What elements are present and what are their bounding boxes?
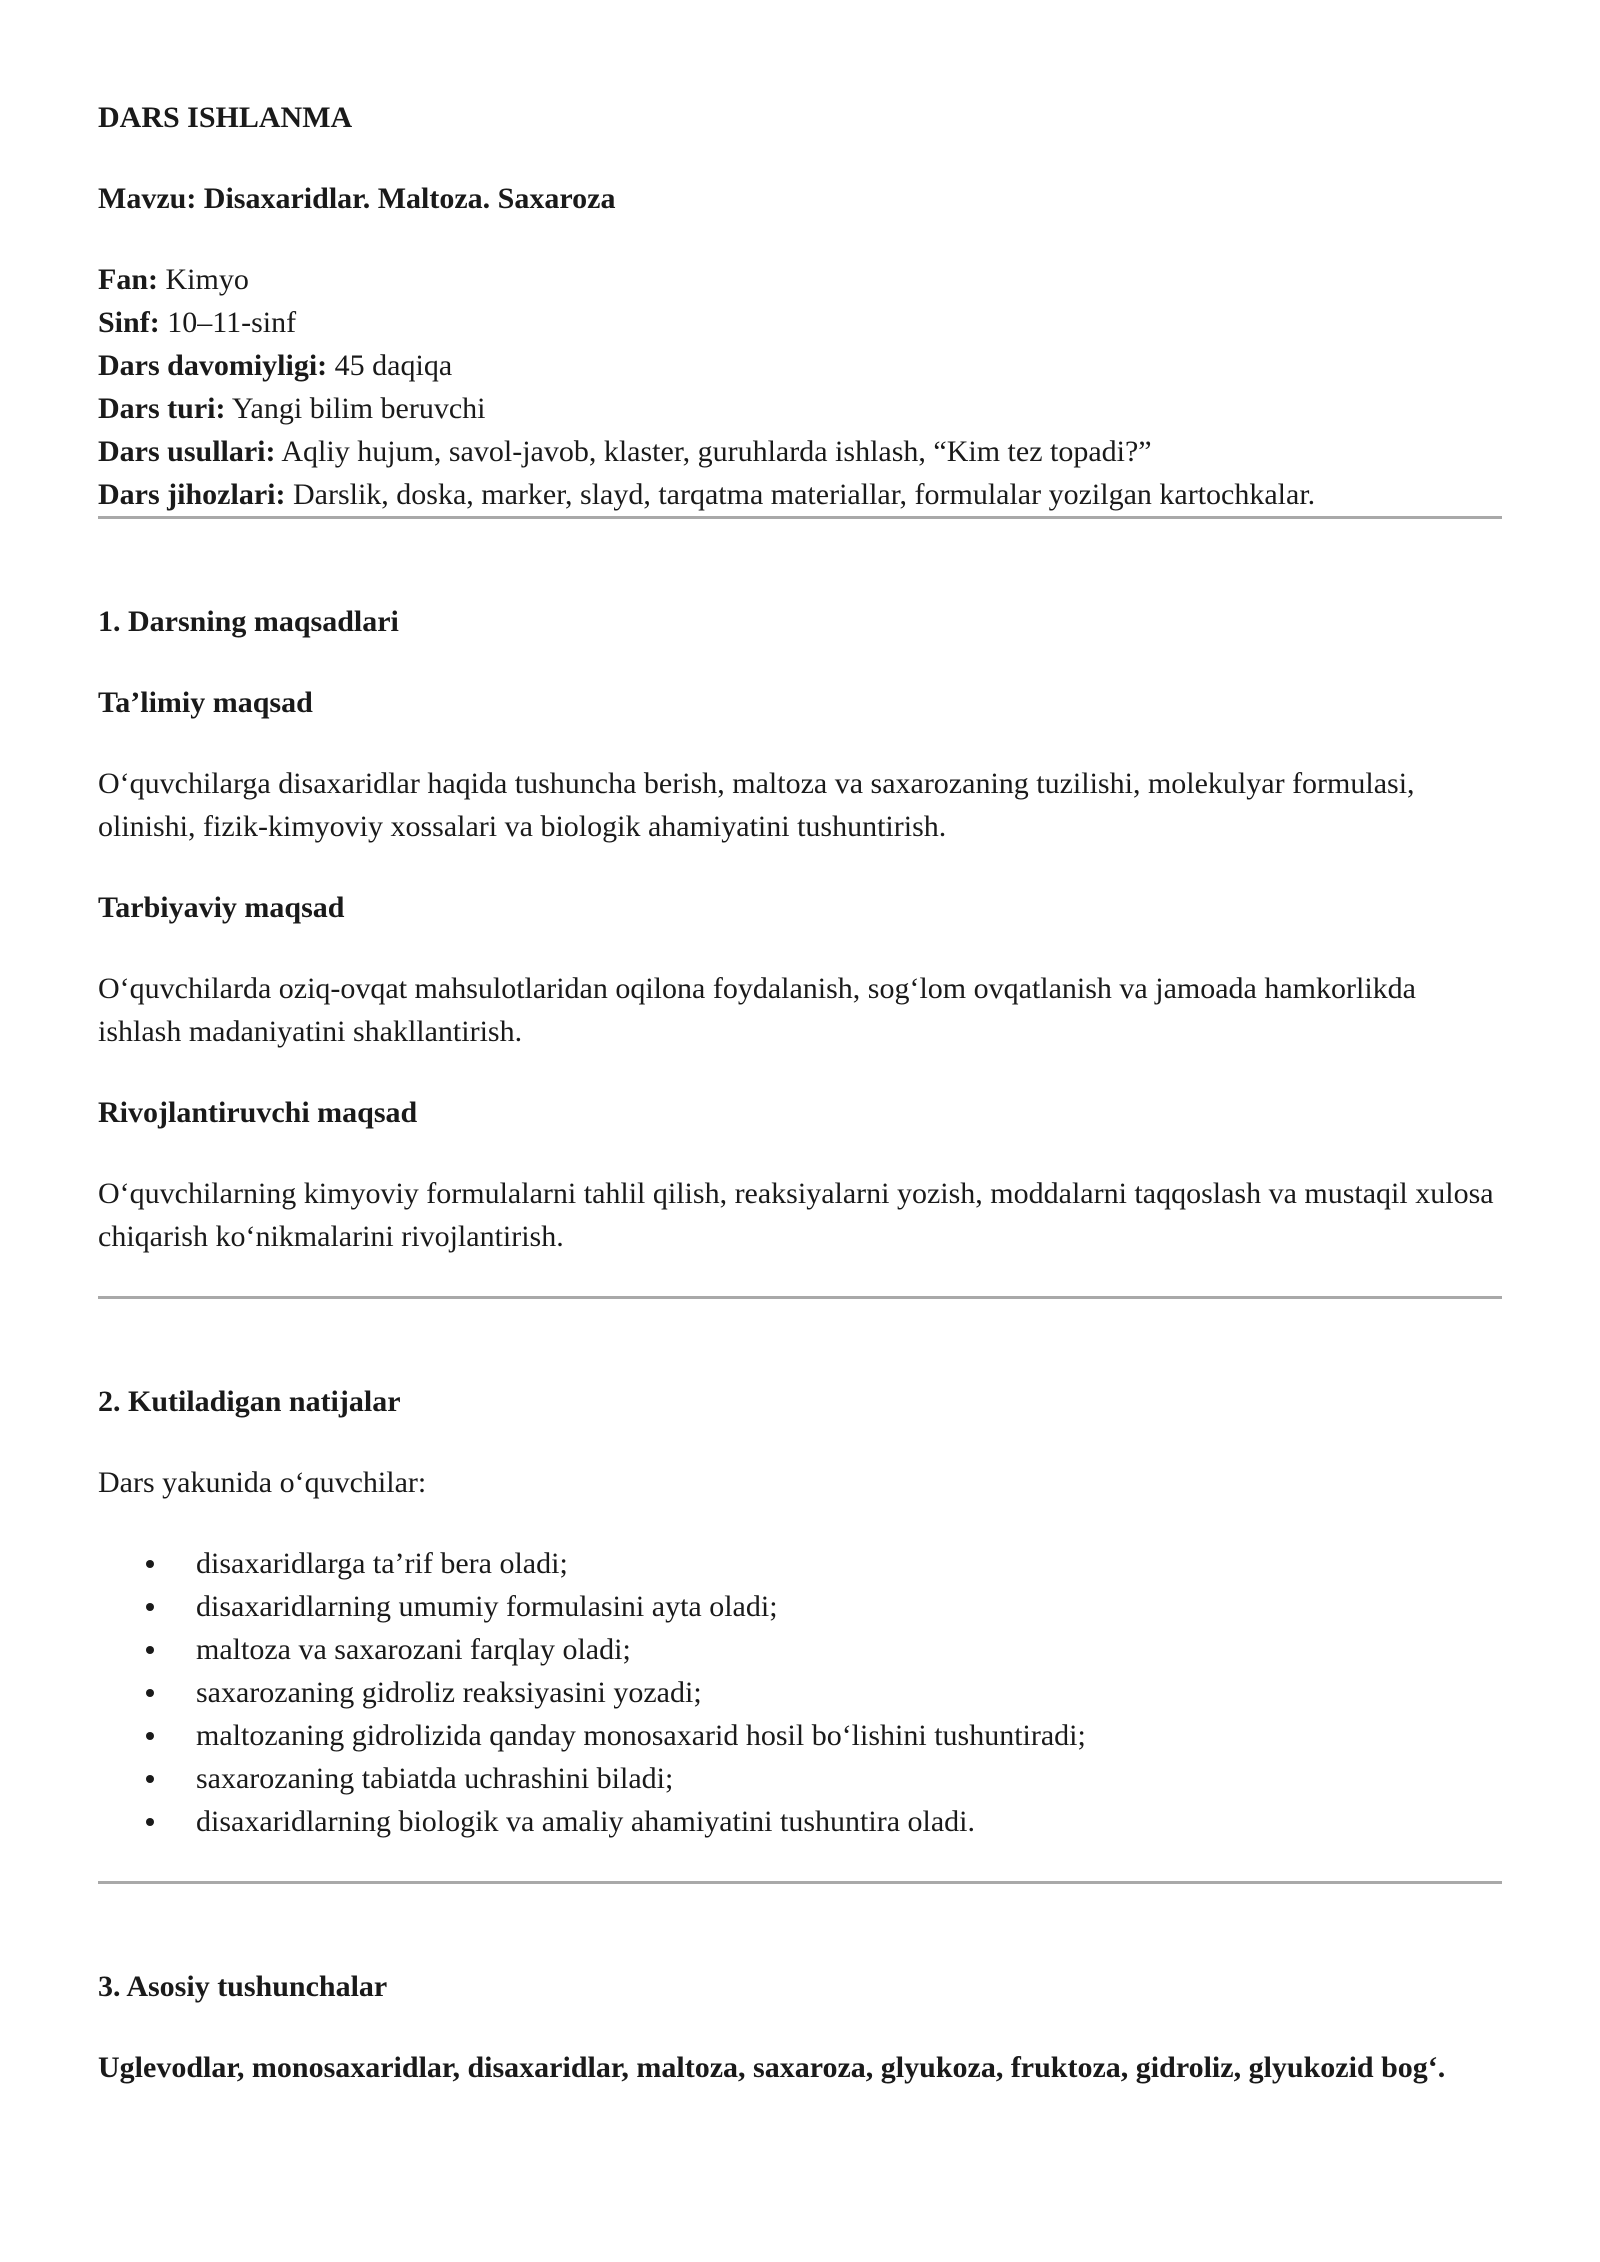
meta-label: Dars usullari: [98,435,276,468]
results-intro: Dars yakunida o‘quvchilar: [98,1466,427,1499]
goal-developmental-title: Rivojlantiruvchi maqsad [98,1096,418,1129]
meta-subject [98,258,1502,301]
list-item: disaxaridlarning biologik va amaliy ahamiyatini tushuntira oladi. [98,1800,1502,1843]
goal-upbringing-title: Tarbiyaviy maqsad [98,891,345,924]
horizontal-divider [98,1881,1502,1884]
meta-value: 45 daqiqa [334,349,453,382]
section-concepts-heading: 3. Asosiy tushunchalar [98,1970,388,2003]
meta-label: Sinf: [98,306,160,339]
meta-value: Kimyo [165,263,249,296]
meta-label: Fan: [98,263,158,296]
goal-developmental-text: O‘quvchilarning kimyoviy formulalarni tahlil qilish, reaksiyalarni yozish, moddalarni taqqoslash va mustaqil xulosa chiqarish ko‘nikmalarini rivojlantirish. [98,1177,1494,1253]
meta-lesson-type [98,387,1502,430]
meta-value: 10–11-sinf [167,306,297,339]
section-results-heading: 2. Kutiladigan natijalar [98,1385,401,1418]
document-title: DARS ISHLANMA [98,101,353,134]
meta-value: Aqliy hujum, savol-javob, klaster, guruhlarda ishlash, “Kim tez topadi?” [281,435,1152,468]
list-item: saxarozaning gidroliz reaksiyasini yozadi; [98,1671,1502,1714]
key-concepts: Uglevodlar, monosaxaridlar, disaxaridlar, maltoza, saxaroza, glyukoza, fruktoza, gidroliz, glyukozid bog‘. [98,2051,1446,2084]
meta-equipment [98,473,1502,516]
horizontal-divider [98,1296,1502,1299]
goal-educational-title: Ta’limiy maqsad [98,686,313,719]
meta-value: Yangi bilim beruvchi [231,392,486,425]
section-goals-heading: 1. Darsning maqsadlari [98,605,399,638]
meta-duration [98,344,1502,387]
list-item: maltozaning gidrolizida qanday monosaxarid hosil bo‘lishini tushuntiradi; [98,1714,1502,1757]
horizontal-divider [98,516,1502,519]
meta-label: Dars jihozlari: [98,478,286,511]
meta-label: Dars turi: [98,392,226,425]
list-item: disaxaridlarga ta’rif bera oladi; [98,1542,1502,1585]
results-list [98,1542,1502,1843]
meta-label: Dars davomiyligi: [98,349,328,382]
list-item: disaxaridlarning umumiy formulasini ayta oladi; [98,1585,1502,1628]
goal-educational-text: O‘quvchilarga disaxaridlar haqida tushuncha berish, maltoza va saxarozaning tuzilishi, molekulyar formulasi, olinishi, fizik-kimyoviy xossalari va biologik ahamiyatini tushuntirish. [98,767,1415,843]
lesson-meta [98,258,1502,516]
meta-grade [98,301,1502,344]
goal-upbringing-text: O‘quvchilarda oziq-ovqat mahsulotlaridan oqilona foydalanish, sog‘lom ovqatlanish va jamoada hamkorlikda ishlash madaniyatini shakllantirish. [98,972,1416,1048]
meta-value: Darslik, doska, marker, slayd, tarqatma materiallar, formulalar yozilgan kartochkalar. [292,478,1316,511]
list-item: saxarozaning tabiatda uchrashini biladi; [98,1757,1502,1800]
list-item: maltoza va saxarozani farqlay oladi; [98,1628,1502,1671]
lesson-topic: Mavzu: Disaxaridlar. Maltoza. Saxaroza [98,182,616,215]
meta-methods [98,430,1502,473]
